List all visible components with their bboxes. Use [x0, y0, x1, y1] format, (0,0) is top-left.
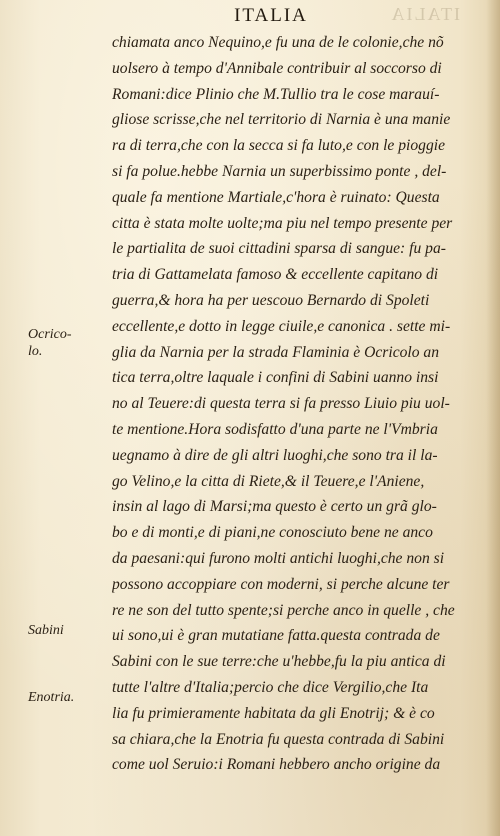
text-line: no al Teuere:di questa terra si fa presso Liuio piu uol- [112, 395, 450, 413]
margin-note-ocricolo-line2: lo. [28, 344, 43, 359]
text-line: da paesani:qui furono molti antichi luoghi,che non si [112, 549, 445, 567]
margin-note-enotria: Enotria. [28, 690, 75, 705]
text-line: lia fu primieramente habitata da gli Enotrij; & è co [112, 704, 435, 722]
text-line: re ne son del tutto spente;si perche anco in quelle , che [112, 601, 455, 619]
margin-note-ocricolo-line1: Ocrico- [28, 327, 72, 342]
text-line: go Velino,e la citta di Riete,& il Teuere,e l'Aniene, [112, 472, 425, 490]
text-line: eccellente,e dotto in legge ciuile,e canonica . sette mi- [112, 317, 451, 335]
text-line: Sabini con le sue terre:che u'hebbe,fu la piu antica di [112, 653, 446, 671]
text-line: uegnamo à dire de gli altri luoghi,che sono tra il la- [112, 446, 438, 464]
text-line: bo e di monti,e di piani,ne conosciuto bene ne anco [112, 524, 433, 542]
text-line: glia da Narnia per la strada Flaminia è Ocricolo an [112, 343, 440, 361]
text-line: possono accoppiare con moderni, si perche alcune ter [112, 575, 450, 593]
text-line: tutte l'altre d'Italia;percio che dice Vergilio,che Ita [112, 678, 429, 696]
text-line: citta è stata molte uolte;ma piu nel tempo presente per [112, 214, 453, 232]
text-line: le partialita de suoi cittadini sparsa di sangue: fu pa- [112, 240, 446, 258]
text-line: insin al lago di Marsi;ma questo è certo un grã glo- [112, 498, 437, 516]
show-through-heading: ITALIA [389, 4, 460, 24]
body-text [112, 30, 464, 778]
text-line: quale fa mentione Martiale,c'hora è ruinato: Questa [112, 188, 440, 206]
text-line: gliose scrisse,che nel territorio di Narnia è una manie [112, 111, 451, 129]
text-line: uolsero à tempo d'Annibale contribuir al soccorso di [112, 59, 442, 77]
margin-note-sabini: Sabini [28, 623, 64, 638]
text-line: ui sono,ui è gran mutatiane fatta.questa contrada de [112, 627, 440, 645]
page-edge-shadow [486, 0, 500, 836]
text-line: ra di terra,che con la secca si fa luto,e con le pioggie [112, 137, 446, 155]
text-line: come uol Seruio:i Romani hebbero ancho origine da [112, 756, 441, 774]
text-line: Romani:dice Plinio che M.Tullio tra le cose marauí- [112, 85, 440, 103]
text-line: tria di Gattamelata famoso & eccellente capitano di [112, 266, 439, 284]
text-line: tica terra,oltre laquale i confini di Sabini uanno insi [112, 369, 439, 387]
text-line: sa chiara,che la Enotria fu questa contrada di Sabini [112, 730, 445, 748]
margin-note-ocricolo [28, 326, 98, 360]
running-head: ITALIA [234, 5, 308, 26]
text-line: chiamata anco Nequino,e fu una de le colonie,che nõ [112, 34, 444, 51]
text-line: guerra,& hora ha per uescouo Bernardo di Spoleti [112, 291, 430, 309]
text-line: te mentione.Hora sodisfatto d'una parte ne l'Vmbria [112, 420, 438, 438]
text-line: si fa polue.hebbe Narnia un superbissimo ponte , del- [112, 162, 447, 180]
